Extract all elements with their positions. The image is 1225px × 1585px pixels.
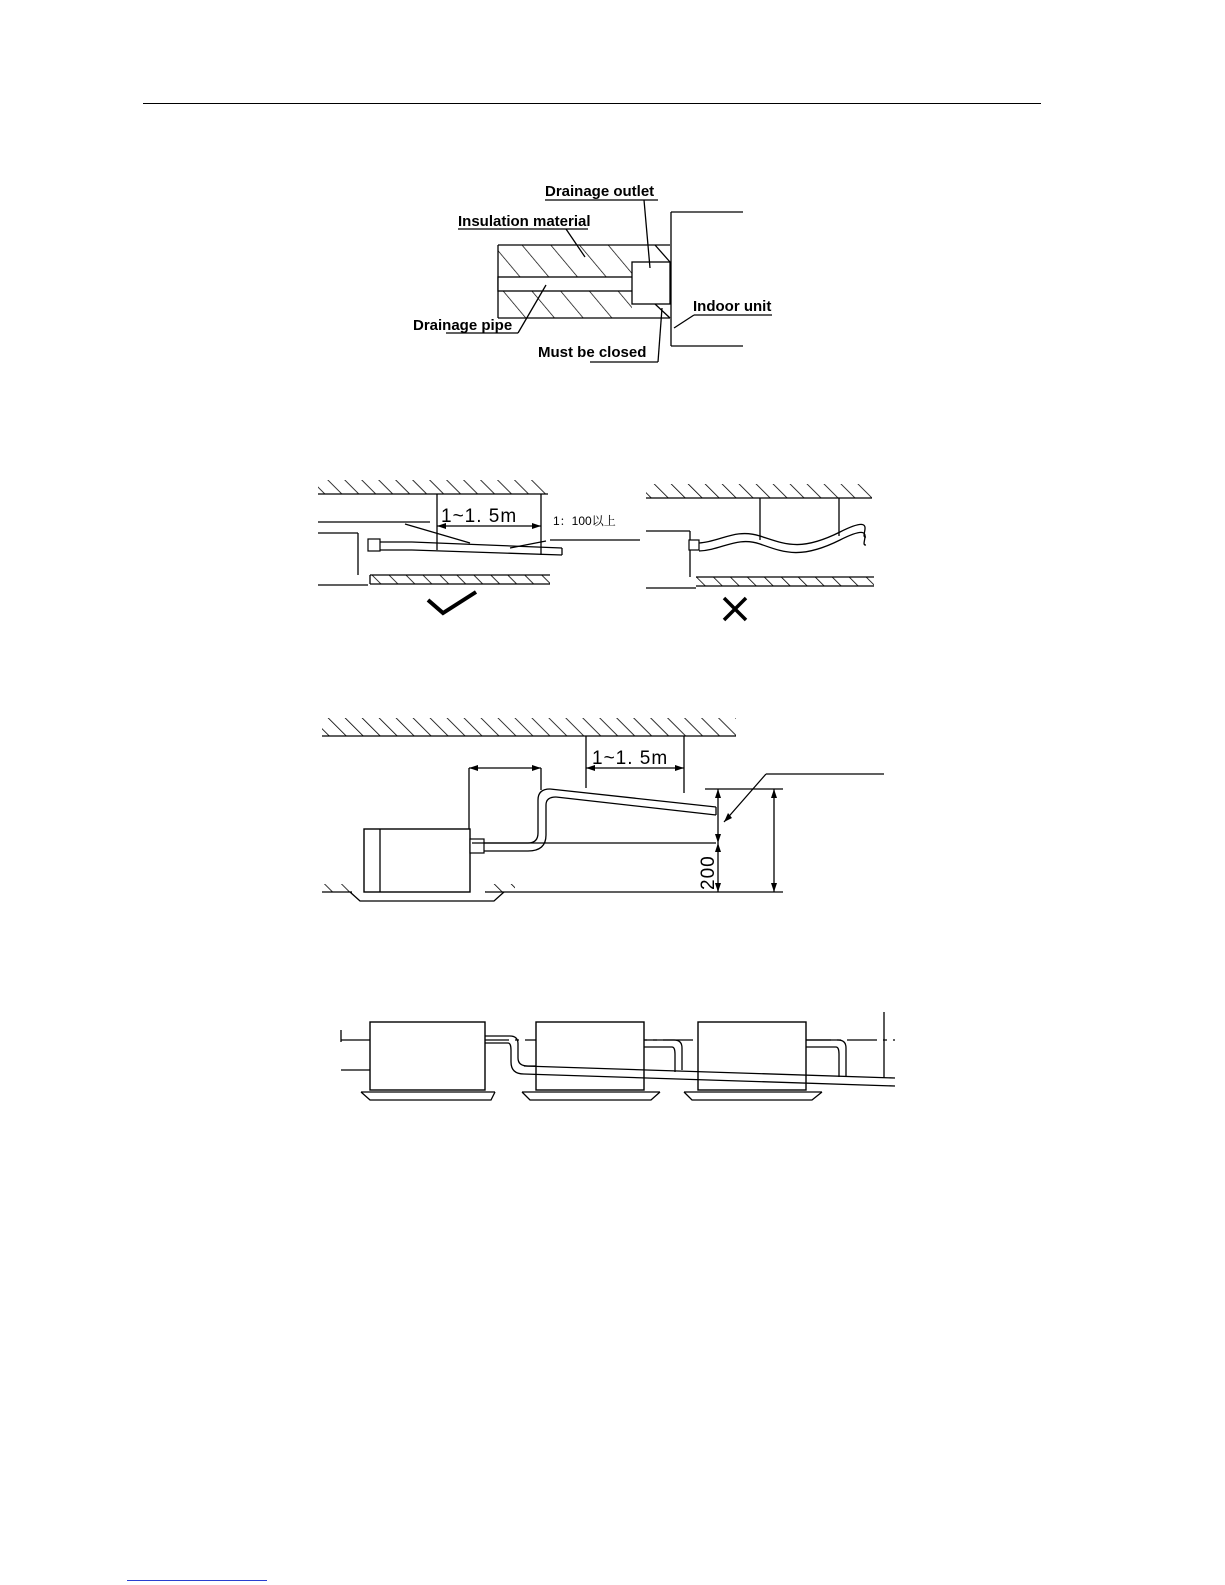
- incorrect-x-mark: [724, 598, 746, 620]
- false-ceiling: [370, 575, 550, 584]
- span-label-correct: 1~1. 5m: [441, 506, 518, 527]
- slope-label: 1：100以上: [553, 514, 616, 528]
- figure-insulation-detail: [413, 183, 772, 362]
- label-insulation-material: Insulation material: [458, 213, 591, 230]
- indoor-unit-3: [684, 1022, 822, 1100]
- indoor-unit-1: [361, 1022, 495, 1100]
- leader-indoor-unit-tip: [674, 315, 694, 328]
- figure-lift-pipe: [322, 718, 884, 901]
- figure-slope-correct: [318, 480, 640, 613]
- indoor-unit-2: [522, 1022, 660, 1100]
- leader-drainage-outlet-tip: [644, 200, 650, 268]
- drainage-pipe-shape: [498, 277, 634, 291]
- drainage-outlet-shape: [632, 245, 670, 318]
- ceiling-slab-incorrect: [646, 484, 872, 498]
- label-drainage-outlet: Drainage outlet: [545, 183, 655, 200]
- label-must-be-closed: Must be closed: [538, 344, 647, 361]
- figure-centralized-drain: [341, 1012, 895, 1100]
- indoor-unit-lift: [364, 829, 470, 892]
- label-drainage-pipe: Drainage pipe: [413, 317, 513, 334]
- indoor-unit-shape: [671, 212, 743, 346]
- ceiling-slab-lift: [322, 718, 736, 736]
- ceiling-slab: [318, 480, 548, 494]
- leader-must-be-closed-tip: [658, 308, 662, 362]
- label-indoor-unit: Indoor unit: [693, 298, 772, 315]
- height-label: 200: [698, 855, 719, 890]
- footer-rule: [127, 1580, 267, 1581]
- figure-slope-incorrect: [646, 484, 874, 620]
- span-label-lift: 1~1. 5m: [592, 748, 669, 769]
- correct-check-mark: [428, 592, 476, 613]
